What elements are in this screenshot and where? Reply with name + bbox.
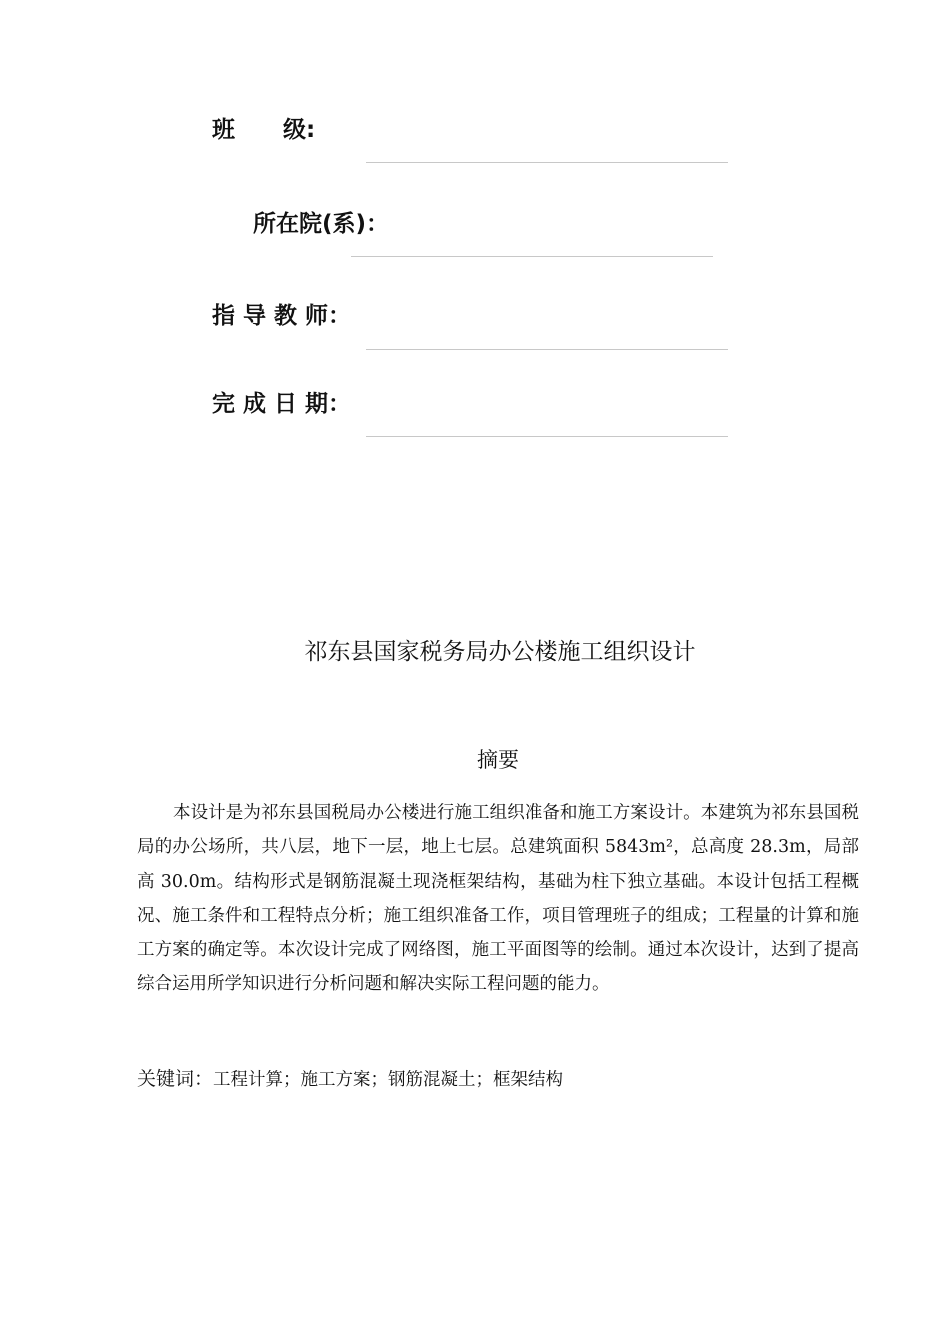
abstract-body: 本设计是为祁东县国税局办公楼进行施工组织准备和施工方案设计。本建筑为祁东县国税局的办公场所，共八层，地下一层，地上七层。总建筑面积 5843m²，总高度 28.3m，局部高 30.0m。结构形式是钢筋混凝土现浇框架结构，基础为柱下独立基础。本设计包括工程概况、施工条件和工程特点分析；施工组织准备工作，项目管理班子的组成；工程量的计算和施工方案的确定等。本次设计完成了网络图，施工平面图等的绘制。通过本次设计，达到了提高综合运用所学知识进行分析问题和解决实际工程问题的能力。: [137, 803, 859, 995]
advisor-input-line[interactable]: [366, 349, 728, 350]
keywords-label: 关键词：: [137, 1068, 214, 1090]
abstract-heading: 摘要: [477, 748, 519, 772]
keywords-value: 工程计算；施工方案；钢筋混凝土；框架结构: [213, 1070, 564, 1090]
class-input-line[interactable]: [366, 162, 728, 163]
completion-date-input-line[interactable]: [366, 436, 728, 437]
class-label: 班 级:: [212, 117, 316, 143]
document-title: 祁东县国家税务局办公楼施工组织设计: [304, 639, 696, 665]
department-label: 所在院(系)：: [253, 211, 390, 237]
department-input-line[interactable]: [351, 256, 713, 257]
keywords-line: [137, 1063, 859, 1096]
advisor-label: 指 导 教 师：: [212, 303, 352, 329]
completion-date-label: 完 成 日 期：: [212, 391, 352, 417]
